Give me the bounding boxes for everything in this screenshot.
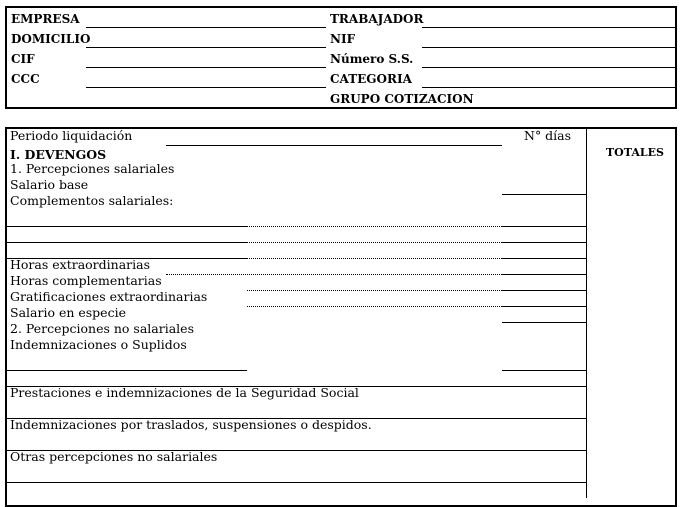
devengos-title: I. DEVENGOS (10, 147, 107, 162)
cif-label: CIF (11, 52, 35, 66)
prestaciones-ss-label: Prestaciones e indemnizaciones de la Seguridad Social (10, 385, 359, 400)
complemento-row-2-leader (247, 242, 502, 243)
domicilio-label: DOMICILIO (11, 32, 91, 46)
numero-ss-field[interactable] (422, 67, 675, 68)
percepciones-salariales-label: 1. Percepciones salariales (10, 161, 175, 176)
section-divider-4 (7, 482, 586, 483)
ccc-field[interactable] (86, 87, 326, 88)
complemento-row-2-name[interactable] (7, 242, 247, 243)
salario-en-especie-label: Salario en especie (10, 305, 126, 320)
empresa-label: EMPRESA (11, 12, 80, 26)
numero-ss-label: Número S.S. (330, 52, 414, 66)
complemento-row-1-leader (247, 226, 502, 227)
percepciones-no-salariales-label: 2. Percepciones no salariales (10, 321, 194, 336)
horas-complementarias-amount[interactable] (502, 290, 586, 291)
gratificaciones-extraordinarias-amount[interactable] (502, 306, 586, 307)
gratificaciones-extraordinarias-leader (247, 306, 502, 307)
empresa-field[interactable] (86, 27, 326, 28)
grupo-cotizacion-label: GRUPO COTIZACION (330, 92, 474, 106)
trabajador-label: TRABAJADOR (330, 12, 424, 26)
gratificaciones-extraordinarias-label: Gratificaciones extraordinarias (10, 289, 208, 304)
periodo-liquidacion-field[interactable] (166, 145, 502, 146)
totales-header: TOTALES (606, 146, 664, 159)
horas-complementarias-label: Horas complementarias (10, 273, 162, 288)
complementos-salariales-label: Complementos salariales: (10, 193, 174, 208)
nif-field[interactable] (422, 47, 675, 48)
complemento-row-3-leader (247, 258, 502, 259)
ccc-label: CCC (11, 72, 40, 86)
complemento-row-2-amount[interactable] (502, 242, 586, 243)
complemento-row-1-name[interactable] (7, 226, 247, 227)
horas-extraordinarias-leader (166, 274, 502, 275)
n-dias-label: N° días (524, 128, 572, 143)
indemnizaciones-suplidos-label: Indemnizaciones o Suplidos (10, 337, 187, 352)
categoria-label: CATEGORIA (330, 72, 412, 86)
salario-en-especie-amount[interactable] (502, 322, 586, 323)
domicilio-field[interactable] (86, 47, 326, 48)
horas-complementarias-leader (247, 290, 502, 291)
periodo-liquidacion-label: Periodo liquidación (10, 128, 133, 143)
categoria-field[interactable] (422, 87, 675, 88)
complemento-row-1-amount[interactable] (502, 226, 586, 227)
otras-percepciones-label: Otras percepciones no salariales (10, 449, 218, 464)
suplidos-row-amount[interactable] (502, 370, 586, 371)
horas-extraordinarias-label: Horas extraordinarias (10, 257, 150, 272)
salario-base-label: Salario base (10, 177, 89, 192)
totales-column-divider (586, 129, 587, 498)
cif-field[interactable] (86, 67, 326, 68)
indemnizaciones-traslados-label: Indemnizaciones por traslados, suspensiones o despidos. (10, 417, 372, 432)
trabajador-field[interactable] (422, 27, 675, 28)
complemento-row-3-amount[interactable] (502, 258, 586, 259)
horas-extraordinarias-amount[interactable] (502, 274, 586, 275)
nif-label: NIF (330, 32, 356, 46)
salario-base-amount[interactable] (502, 194, 586, 195)
suplidos-row-name[interactable] (7, 370, 247, 371)
